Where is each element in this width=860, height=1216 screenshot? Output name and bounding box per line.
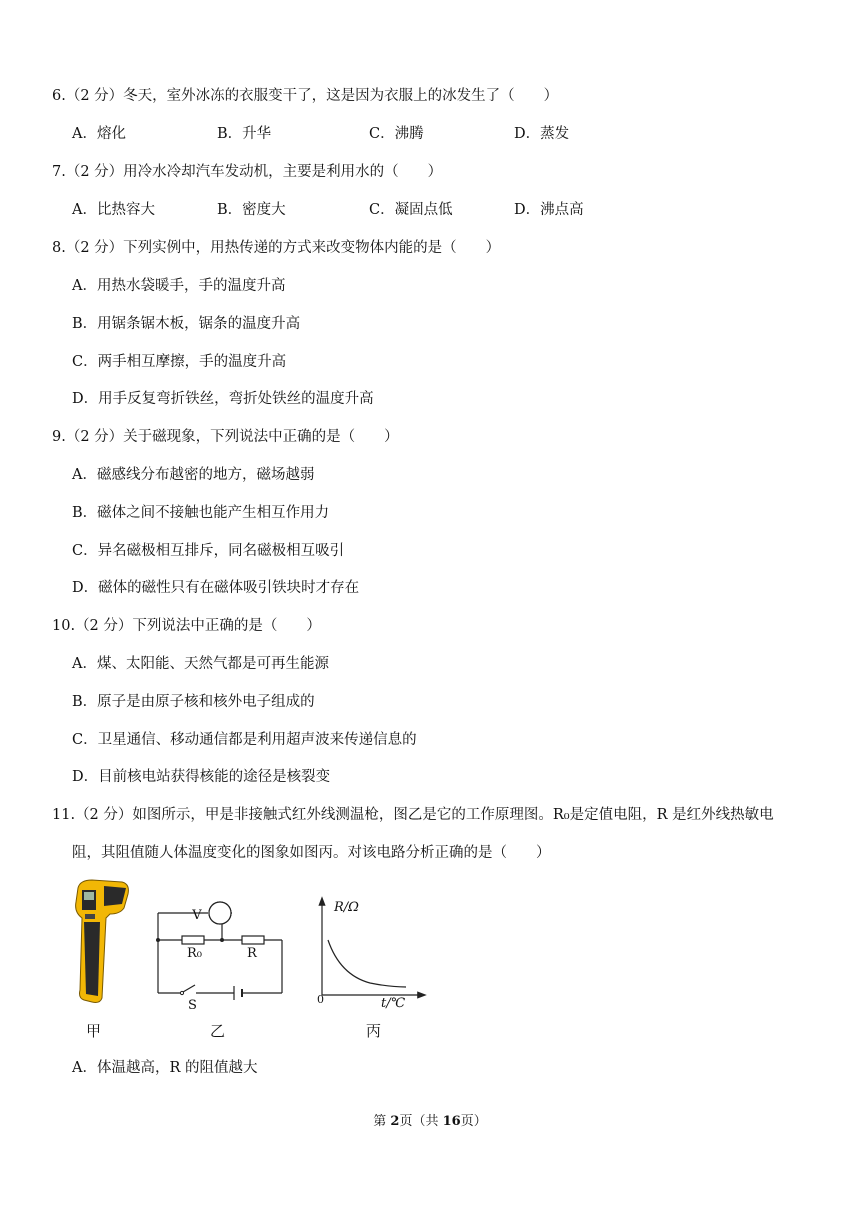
question-number: 9. bbox=[52, 429, 66, 445]
graph-x-label: t/℃ bbox=[381, 996, 406, 1011]
option-a: A．比热容大 bbox=[72, 202, 155, 218]
r-t-curve bbox=[328, 940, 406, 987]
option-a: A．熔化 bbox=[72, 126, 126, 142]
question-stem-line-1: （2 分）如图所示，甲是非接触式红外线测温枪，图乙是它的工作原理图。R₀是定值电阻，R 是红外线热敏电 bbox=[75, 807, 774, 823]
option-b: B．升华 bbox=[217, 126, 272, 142]
option-b: B．用锯条锯木板，锯条的温度升高 bbox=[72, 316, 301, 332]
option-b: B．磁体之间不接触也能产生相互作用力 bbox=[72, 505, 330, 521]
option-d: D．沸点高 bbox=[514, 202, 584, 218]
option-d: D．蒸发 bbox=[514, 126, 570, 142]
question-number: 11. bbox=[52, 807, 76, 823]
graph-origin: 0 bbox=[317, 993, 324, 1006]
r-label: R bbox=[247, 946, 257, 961]
option-b: B．原子是由原子核和核外电子组成的 bbox=[72, 694, 315, 710]
question-number: 8. bbox=[52, 240, 66, 256]
option-a: A．煤、太阳能、天然气都是可再生能源 bbox=[72, 656, 329, 672]
footer-prefix: 第 bbox=[373, 1114, 391, 1129]
voltmeter-right-lead bbox=[150, 893, 290, 1003]
option-c: C．卫星通信、移动通信都是利用超声波来传递信息的 bbox=[72, 732, 417, 748]
page-footer bbox=[0, 1110, 860, 1129]
question-stem-line-2: 阻，其阻值随人体温度变化的图象如图丙。对该电路分析正确的是（ ） bbox=[72, 845, 551, 861]
question-8 bbox=[52, 238, 500, 258]
option-d: D．用手反复弯折铁丝，弯折处铁丝的温度升高 bbox=[72, 391, 374, 407]
question-7 bbox=[52, 162, 442, 182]
r0-label: R₀ bbox=[187, 946, 202, 961]
option-c: C．凝固点低 bbox=[369, 202, 453, 218]
infrared-thermometer-gun-image bbox=[70, 878, 140, 1006]
question-9 bbox=[52, 427, 399, 447]
question-stem: （2 分）下列实例中，用热传递的方式来改变物体内能的是（ ） bbox=[65, 240, 501, 256]
footer-suffix: 页） bbox=[460, 1114, 487, 1129]
question-number: 7. bbox=[52, 164, 66, 180]
option-a: A．用热水袋暖手，手的温度升高 bbox=[72, 278, 286, 294]
page-number: 2 bbox=[390, 1114, 400, 1129]
graph-y-label: R/Ω bbox=[334, 900, 359, 915]
question-11 bbox=[52, 805, 774, 825]
caption-jia: 甲 bbox=[86, 1022, 102, 1040]
option-d: D．目前核电站获得核能的途径是核裂变 bbox=[72, 769, 331, 785]
total-pages: 16 bbox=[442, 1114, 461, 1129]
caption-bing: 丙 bbox=[366, 1022, 382, 1040]
caption-yi: 乙 bbox=[210, 1022, 226, 1040]
footer-middle: 页（共 bbox=[399, 1114, 443, 1129]
option-b: B．密度大 bbox=[217, 202, 286, 218]
resistance-temperature-graph bbox=[310, 895, 430, 1005]
option-a: A．体温越高，R 的阻值越大 bbox=[72, 1060, 258, 1076]
option-d: D．磁体的磁性只有在磁体吸引铁块时才存在 bbox=[72, 580, 360, 596]
switch-label: S bbox=[188, 998, 197, 1013]
question-stem: （2 分）冬天，室外冰冻的衣服变干了，这是因为衣服上的冰发生了（ ） bbox=[65, 88, 559, 104]
question-stem: （2 分）下列说法中正确的是（ ） bbox=[75, 618, 321, 634]
question-10 bbox=[52, 616, 321, 636]
question-number: 10. bbox=[52, 618, 76, 634]
voltmeter-letter: V bbox=[192, 908, 202, 923]
question-stem: （2 分）用冷水冷却汽车发动机，主要是利用水的（ ） bbox=[65, 164, 443, 180]
option-c: C．异名磁极相互排斥，同名磁极相互吸引 bbox=[72, 543, 345, 559]
question-stem: （2 分）关于磁现象，下列说法中正确的是（ ） bbox=[65, 429, 399, 445]
question-number: 6. bbox=[52, 88, 66, 104]
option-a: A．磁感线分布越密的地方，磁场越弱 bbox=[72, 467, 315, 483]
option-c: C．两手相互摩擦，手的温度升高 bbox=[72, 354, 287, 370]
question-6 bbox=[52, 86, 558, 106]
option-c: C．沸腾 bbox=[369, 126, 424, 142]
